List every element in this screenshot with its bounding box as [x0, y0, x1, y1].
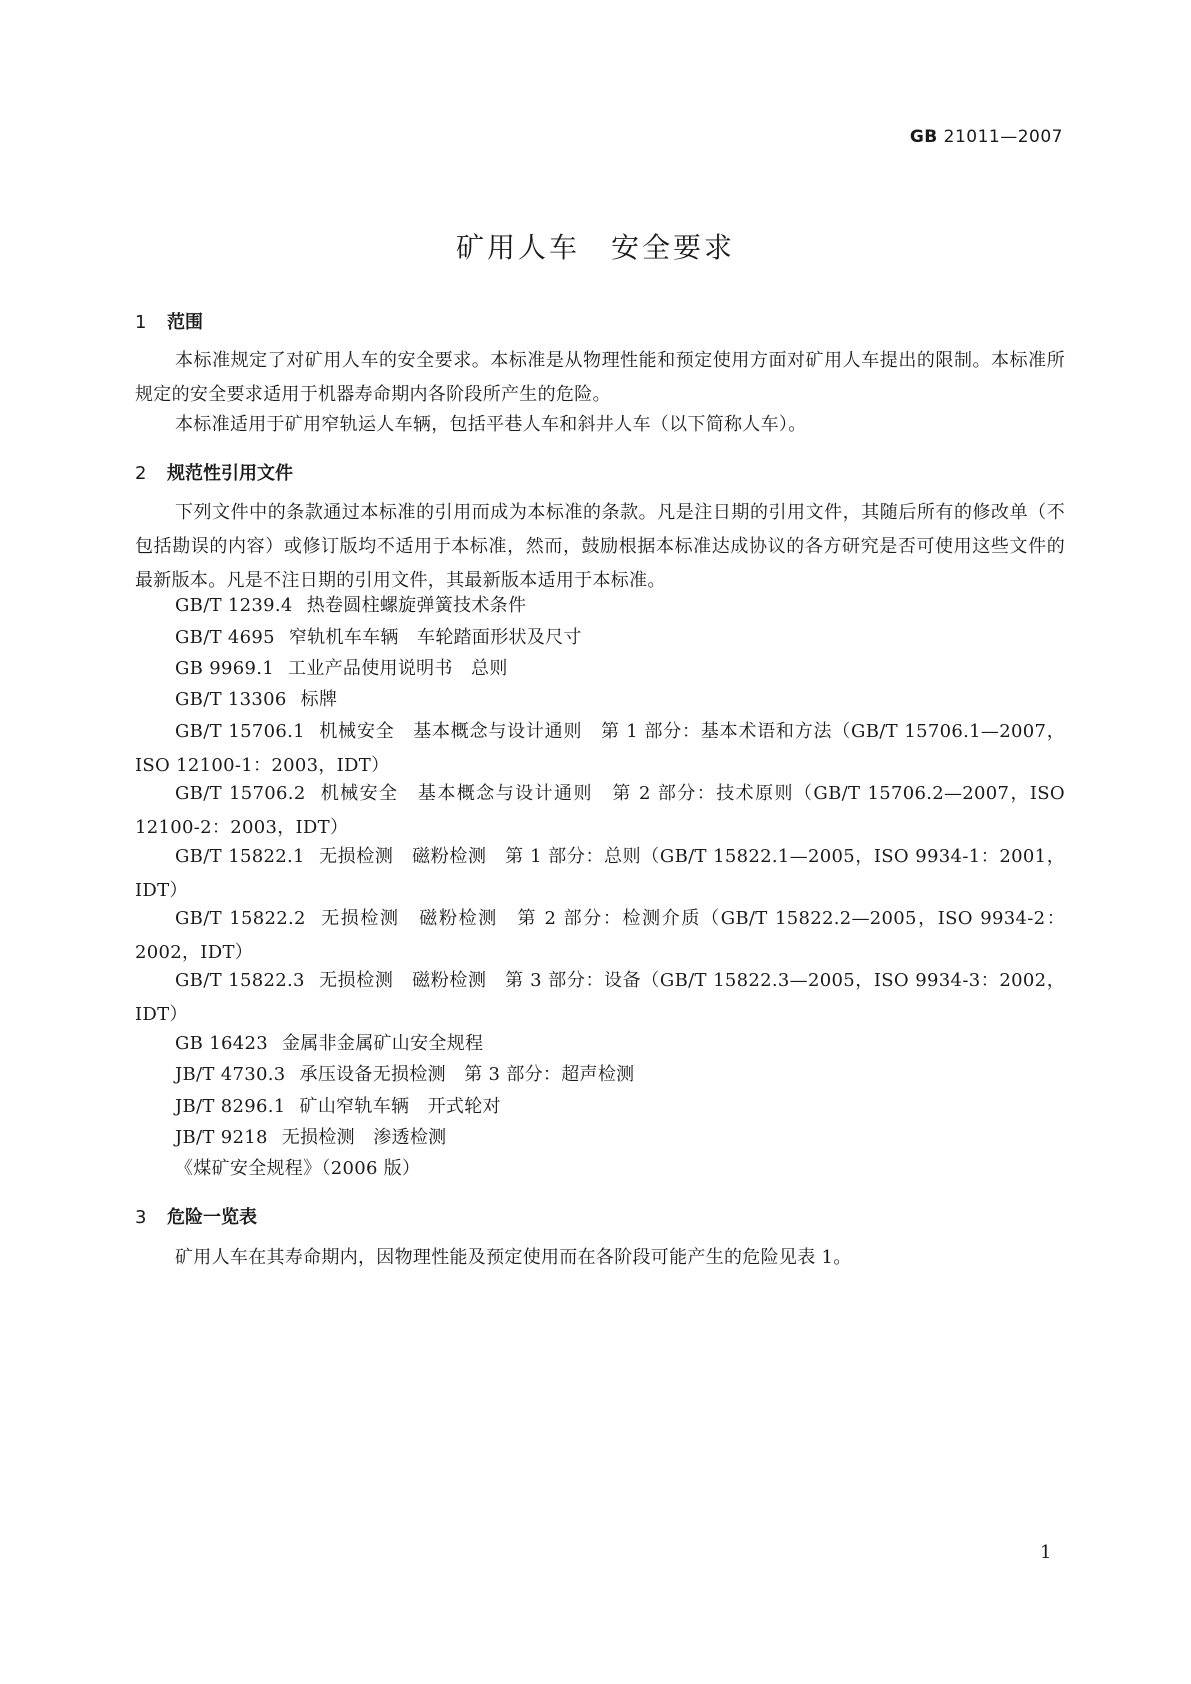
section-2-paragraph-1: 下列文件中的条款通过本标准的引用而成为本标准的条款。凡是注日期的引用文件，其随后所有的修改单（不包括勘误的内容）或修订版均不适用于本标准，然而，鼓励根据本标准达成协议的各方研究是否可使用这些文件的最新版本。凡是不注日期的引用文件，其最新版本适用于本标准。	[135, 502, 1065, 591]
reference-code: GB/T 15706.2	[175, 783, 306, 804]
standard-number	[910, 127, 1063, 147]
reference-item	[135, 777, 1065, 845]
reference-code: GB/T 15822.2	[175, 908, 306, 929]
reference-code: GB/T 13306	[175, 689, 287, 710]
reference-item	[135, 1058, 1065, 1092]
page-number: 1	[1040, 1542, 1052, 1563]
section-title: 危险一览表	[167, 1207, 257, 1228]
reference-title: 矿山窄轨车辆 开式轮对	[299, 1096, 501, 1117]
reference-code: JB/T 9218	[175, 1127, 268, 1148]
reference-item	[135, 902, 1065, 970]
reference-title: 热卷圆柱螺旋弹簧技术条件	[306, 595, 527, 616]
section-number: 3	[135, 1207, 147, 1228]
reference-item	[135, 621, 1065, 655]
reference-title: 标牌	[300, 689, 338, 710]
reference-item	[135, 1027, 1065, 1061]
reference-code: GB/T 15822.1	[175, 846, 305, 867]
reference-item	[135, 1152, 1065, 1186]
reference-code: 《煤矿安全规程》（2006 版）	[175, 1158, 421, 1179]
reference-title: 窄轨机车车辆 车轮踏面形状及尺寸	[288, 627, 582, 648]
reference-title: 工业产品使用说明书 总则	[288, 658, 508, 679]
reference-code: GB/T 15706.1	[175, 721, 305, 742]
reference-title: 金属非金属矿山安全规程	[282, 1033, 484, 1054]
reference-code: JB/T 4730.3	[175, 1064, 286, 1085]
reference-title: 机械安全 基本概念与设计通则 第 2 部分：技术原则（GB/T 15706.2—2007，ISO 12100-2：2003，IDT）	[135, 783, 1065, 838]
reference-title: 机械安全 基本概念与设计通则 第 1 部分：基本术语和方法（GB/T 15706.1—2007，ISO 12100-1：2003，IDT）	[135, 721, 1066, 776]
section-number: 1	[135, 312, 147, 333]
section-3-paragraph-1: 矿用人车在其寿命期内，因物理性能及预定使用而在各阶段可能产生的危险见表 1。	[175, 1247, 852, 1268]
reference-title: 承压设备无损检测 第 3 部分：超声检测	[299, 1064, 635, 1085]
reference-code: GB 16423	[175, 1033, 268, 1054]
reference-item	[135, 1090, 1065, 1124]
document-title: 矿用人车 安全要求	[455, 231, 735, 264]
section-title: 范围	[167, 312, 203, 333]
reference-item	[135, 715, 1065, 783]
reference-item	[135, 1121, 1065, 1155]
reference-code: JB/T 8296.1	[175, 1096, 286, 1117]
section-number: 2	[135, 463, 147, 484]
standard-code: 21011—2007	[943, 127, 1063, 147]
reference-item	[135, 652, 1065, 686]
reference-item	[135, 964, 1065, 1032]
standard-prefix: GB	[909, 127, 938, 147]
section-title: 规范性引用文件	[167, 463, 293, 484]
reference-code: GB/T 4695	[175, 627, 275, 648]
reference-item	[135, 683, 1065, 717]
reference-code: GB 9969.1	[175, 658, 275, 679]
reference-title: 无损检测 渗透检测	[281, 1127, 447, 1148]
reference-item	[135, 589, 1065, 623]
reference-code: GB/T 1239.4	[175, 595, 293, 616]
reference-item	[135, 840, 1065, 908]
section-3-heading	[135, 1203, 257, 1229]
section-1-paragraph-2: 本标准适用于矿用窄轨运人车辆，包括平巷人车和斜井人车（以下简称人车）。	[175, 414, 807, 435]
section-2-heading	[135, 459, 293, 485]
section-1-heading	[135, 308, 203, 334]
reference-title: 无损检测 磁粉检测 第 1 部分：总则（GB/T 15822.1—2005，ISO 9934-1：2001，IDT）	[135, 846, 1065, 901]
reference-code: GB/T 15822.3	[175, 970, 305, 991]
section-1-paragraph-1: 本标准规定了对矿用人车的安全要求。本标准是从物理性能和预定使用方面对矿用人车提出的限制。本标准所规定的安全要求适用于机器寿命期内各阶段所产生的危险。	[135, 350, 1065, 405]
reference-title: 无损检测 磁粉检测 第 3 部分：设备（GB/T 15822.3—2005，ISO 9934-3：2002，IDT）	[135, 970, 1065, 1025]
reference-title: 无损检测 磁粉检测 第 2 部分：检测介质（GB/T 15822.2—2005，ISO 9934-2：2002，IDT）	[135, 908, 1065, 963]
